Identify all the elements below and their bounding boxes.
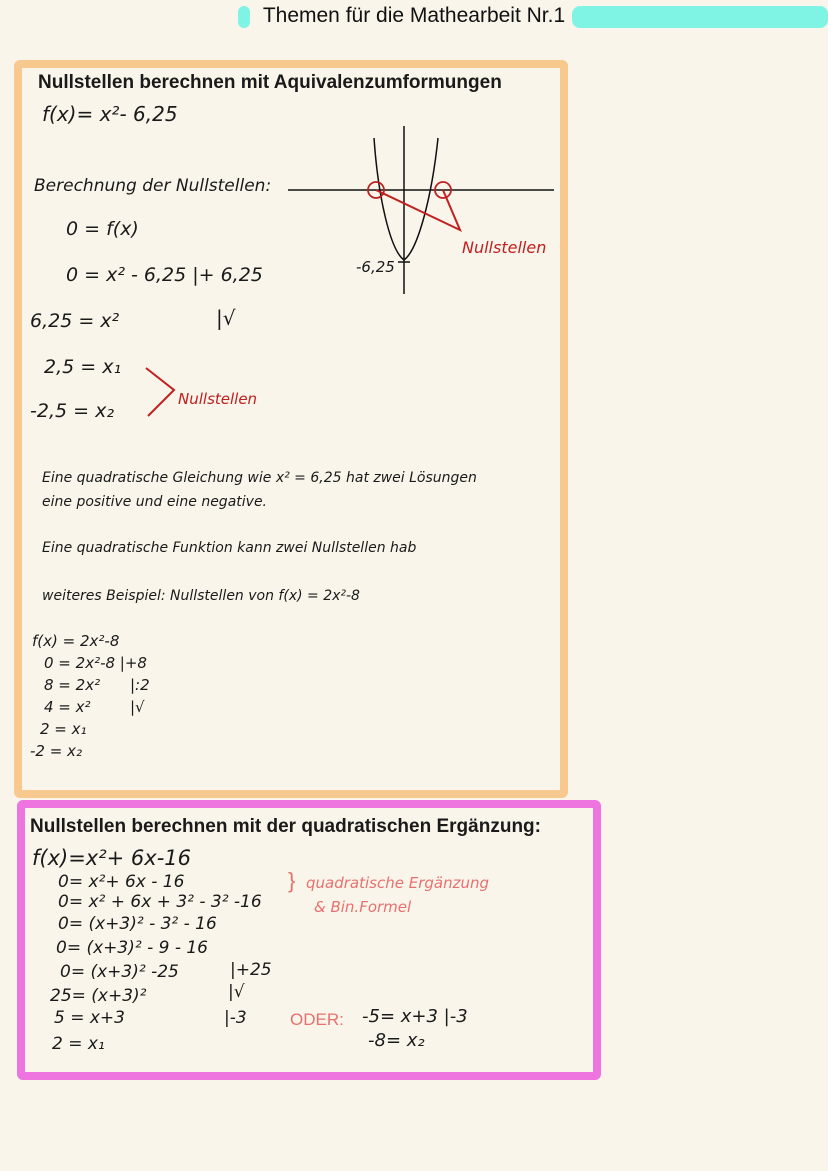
step-3: |√ [216,306,236,330]
calc-title: Berechnung der Nullstellen: [34,176,272,196]
s2-step-4: 0= (x+3)² -25 [60,962,179,982]
note1-line1: Eine quadratische Gleichung wie x² = 6,25 hat zwei Lösungen [42,470,477,486]
example-step-7: -2 = x₂ [30,742,82,760]
s2-annotation-line1: quadratische Ergänzung [306,874,489,892]
example-step-0: f(x) = 2x²-8 [32,632,120,650]
alt-step: -5= x+3 |-3 [362,1006,468,1027]
note1-line2: eine positive und eine negative. [42,494,268,510]
example-step-5: |√ [130,698,145,716]
s2-step-5: |+25 [230,960,272,980]
step-4: 2,5 = x₁ [44,356,122,378]
example-step-1: 0 = 2x²-8 |+8 [44,654,147,672]
s2-step-1: 0= x² + 6x + 3² - 3² -16 [58,892,262,912]
s2-step-6: 25= (x+3)² [50,986,147,1006]
step-5: -2,5 = x₂ [30,400,114,422]
s2-step-7: |√ [228,982,245,1002]
section2-function: f(x)=x²+ 6x-16 [32,846,192,870]
oder-label: ODER: [290,1010,344,1029]
alt-result: -8= x₂ [368,1030,425,1051]
roots-label: Nullstellen [178,390,258,408]
example-step-3: |:2 [130,676,150,694]
s2-annotation-line2: & Bin.Formel [314,898,412,916]
step-2: 6,25 = x² [30,310,120,332]
graph-y-label: -6,25 [356,258,395,276]
s2-step-9: |-3 [224,1008,247,1028]
brace-icon: } [288,868,296,893]
roots-bracket [140,360,180,420]
page-title: Themen für die Mathearbeit Nr.1 [262,4,566,27]
s2-step-2: 0= (x+3)² - 3² - 16 [58,914,217,934]
note2: Eine quadratische Funktion kann zwei Nullstellen hab [42,540,417,556]
parabola-curve [374,138,438,260]
section1-heading: Nullstellen berechnen mit Aquivalenzumformungen [38,72,502,93]
graph-annotation: Nullstellen [462,238,547,257]
section1-function: f(x)= x²- 6,25 [42,102,178,126]
example-step-4: 4 = x² [44,698,91,716]
example-step-2: 8 = 2x² [44,676,101,694]
example-step-6: 2 = x₁ [40,720,87,738]
example-title: weiteres Beispiel: Nullstellen von f(x) = 2x²-8 [42,588,360,604]
s2-step-10: 2 = x₁ [52,1034,105,1054]
step-1: 0 = x² - 6,25 |+ 6,25 [66,264,263,286]
step-0: 0 = f(x) [66,218,139,240]
parabola-graph [282,126,562,296]
s2-step-0: 0= x²+ 6x - 16 [58,872,185,892]
section2-heading: Nullstellen berechnen mit der quadratischen Ergänzung: [30,816,541,837]
s2-step-8: 5 = x+3 [54,1008,125,1028]
s2-step-3: 0= (x+3)² - 9 - 16 [56,938,208,958]
